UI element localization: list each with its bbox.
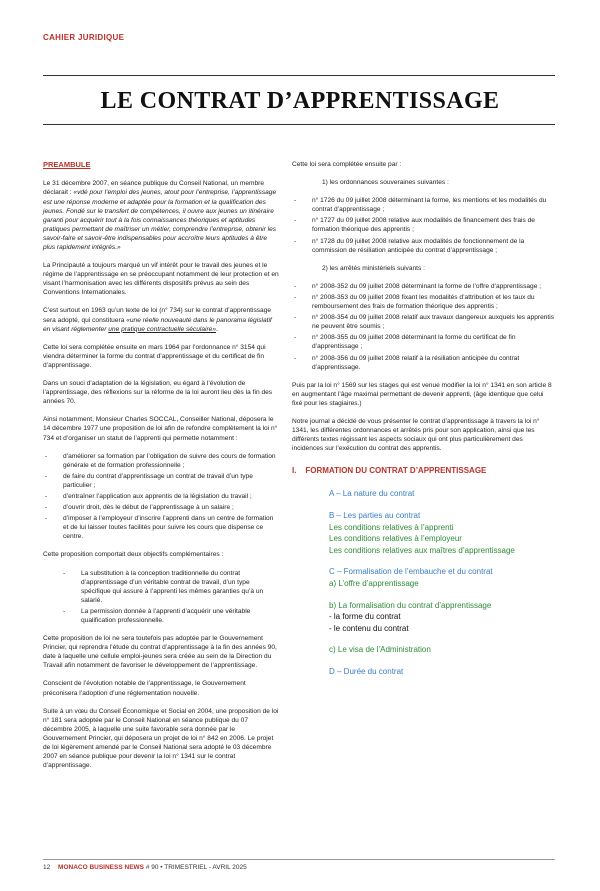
list-item: - n° 2008-356 du 09 juillet 2008 relatif à la résiliation anticipée du contrat d’apprentissage. xyxy=(292,354,554,372)
paragraph xyxy=(43,179,279,252)
toc-subitem: - la forme du contrat xyxy=(329,612,401,622)
footer-rule xyxy=(43,859,555,860)
paragraph: Notre journal a décidé de vous présenter le contrat d’apprentissage à travers la loi n° 1341, les différentes ordonnances et arrêtés pris pour son application, ainsi que les différents textes régissant les aspects sociaux qui ont plus particulièrement des incidences sur l’exécution du contrat des apprentis. xyxy=(292,417,540,453)
issue-info: # 90 • TRIMESTRIEL - AVRIL 2025 xyxy=(145,864,247,871)
toc-subitem: - le contenu du contrat xyxy=(329,623,409,633)
list-item: - n° 1726 du 09 juillet 2008 déterminant la forme, les mentions et les modalités du contrat d’apprentissage ; xyxy=(292,196,554,214)
text: C’est surtout en 1963 qu’un texte de loi (n° 734) sur le contrat d’apprentissage sera adopté, qui constituera xyxy=(43,307,272,324)
decrees-list xyxy=(292,282,554,372)
text: . xyxy=(216,325,218,333)
toc-group xyxy=(329,600,554,635)
right-column xyxy=(292,160,554,688)
list-item: - n° 2008-354 du 09 juillet 2008 relatif aux travaux dangereux auxquels les apprentis ne peuvent être soumis ; xyxy=(292,313,554,331)
subheading: 1) les ordonnances souveraines suivantes : xyxy=(322,179,449,187)
paragraph: Cette loi sera complétée ensuite par : xyxy=(292,161,402,168)
list-item: - La substitution à la conception traditionnelle du contrat d’apprentissage d’un véritable contrat de travail, d’un type spécifique qui assure à l’apprenti les mêmes garanties qu’à un salarié. xyxy=(43,569,279,605)
list-item: - n° 2008-355 du 09 juillet 2008 déterminant la forme du certificat de fin d’apprentissage ; xyxy=(292,333,554,351)
list-item: - d’imposer à l’employeur d’inscrire l’apprenti dans un centre de formation et de lui laisser toutes facilités pour suivre les cours que dispense ce centre. xyxy=(43,514,279,541)
paragraph: La Principauté a toujours marqué un vif intérêt pour le travail des jeunes et le régime de l’apprentissage en se préoccupant notamment de leur protection et en visant l’harmonisation avec les différents dispositifs prévus au sein des Conventions Internationales. xyxy=(43,262,279,297)
complementary-list xyxy=(43,569,279,626)
toc-subitem: Les conditions relatives à l’employeur xyxy=(329,534,462,544)
paragraph: Cette proposition comportait deux objectifs complémentaires : xyxy=(43,551,224,559)
section-title: FORMATION DU CONTRAT D’APPRENTISSAGE xyxy=(305,466,487,476)
toc-subitem: Les conditions relatives aux maîtres d’apprentissage xyxy=(329,545,515,555)
toc-subitem: c) Le visa de l’Administration xyxy=(329,645,431,655)
top-rule xyxy=(43,75,555,76)
paragraph xyxy=(43,306,279,333)
list-item: - n° 1728 du 09 juillet 2008 relative aux modalités de fonctionnement de la commission de résiliation anticipée du contrat d’apprentissage ; xyxy=(292,237,554,255)
paragraph: Conscient de l’évolution notable de l’apprentissage, le Gouvernement préconisera l’adoption d’une réglementation nouvelle. xyxy=(43,680,246,697)
paragraph: Cette proposition de loi ne sera toutefois pas adoptée par le Gouvernement Princier, qui reprendra l’étude du contrat d’apprentissage à la fin des années 90, date à laquelle une cellule emploi-jeunes sera créée au sein de la Direction du Travail afin notamment de favoriser le développement de l’apprentissage. xyxy=(43,635,277,670)
subheading: 2) les arrêtés ministériels suivants : xyxy=(322,264,425,272)
footer xyxy=(43,864,247,871)
preamble-heading: PREAMBULE xyxy=(43,160,91,169)
toc-subitem: b) La formalisation du contrat d’apprentissage xyxy=(329,600,492,610)
paragraph: Cette loi sera complétée ensuite en mars 1964 par l’ordonnance n° 3154 qui viendra déterminer la forme du contrat d’apprentissage et du certificat de fin d’apprentissage. xyxy=(43,343,266,369)
toc-group xyxy=(329,510,554,556)
objectives-list xyxy=(43,452,279,542)
list-item: - d’ouvrir droit, dès le début de l’apprentissage à un salaire ; xyxy=(43,503,279,512)
ordinances-list xyxy=(292,196,554,255)
list-item: - d’améliorer sa formation par l’obligation de suivre des cours de formation générale et de formation professionnelle ; xyxy=(43,452,279,470)
list-item: - n° 1727 du 09 juillet 2008 relative aux modalités de financement des frais de formation théorique des apprentis ; xyxy=(292,216,554,234)
page-title: LE CONTRAT D’APPRENTISSAGE xyxy=(100,88,500,114)
list-item: - de faire du contrat d’apprentissage un contrat de travail d’un type particulier ; xyxy=(43,472,279,490)
list-item: - n° 2008-353 du 09 juillet 2008 fixant les modalités d’attribution et les taux du remboursement des frais de formation théorique des apprentis ; xyxy=(292,293,554,311)
list-item: - n° 2008-352 du 09 juillet 2008 déterminant la forme de l’offre d’apprentissage ; xyxy=(292,282,554,291)
toc-subitem: a) L’offre d’apprentissage xyxy=(329,578,419,588)
table-of-contents xyxy=(292,488,554,677)
paragraph: Ainsi notamment, Monsieur Charles SOCCAL, Conseiller National, déposera le 14 décembre 1977 une proposition de loi afin de refondre complètement la loi n° 734 et d’organiser un statut de l’apprenti qui permette notamment : xyxy=(43,416,278,442)
left-column xyxy=(43,160,279,779)
text: Le 31 décembre 2007, en séance publique du Conseil National, un membre déclarait : xyxy=(43,180,265,197)
magazine-name: MONACO BUSINESS NEWS xyxy=(58,864,144,871)
toc-item: D – Durée du contrat xyxy=(329,666,404,676)
title-rule xyxy=(43,124,555,125)
toc-item: C – Formalisation de l’embauche et du contrat xyxy=(329,567,493,577)
quote-underlined: une pratique contractuelle séculaire» xyxy=(108,325,217,333)
toc-item: A – La nature du contrat xyxy=(329,489,415,499)
paragraph: Suite à un vœu du Conseil Économique et Social en 2004, une proposition de loi n° 181 sera adoptée par le Conseil National en séance publique du 07 décembre 2005, à laquelle une suite favorable sera donnée par le Gouvernement Princier, qui déposera un projet de loi n° 842 en 2006. Le projet de loi légèrement amendé par le Conseil National sera adopté le 03 décembre 2007 en séance publique pour devenir la loi n° 1341 sur le contrat d’apprentissage. xyxy=(43,707,279,770)
section-number: I. xyxy=(292,466,297,476)
quote: «une réelle nouveauté dans le panorama législatif en visant réglementer xyxy=(43,316,272,333)
page-number: 12 xyxy=(43,864,51,871)
quote: «vdé pour l’emploi des jeunes, atout pour l’entreprise, l’apprentissage est une réponse moderne et adaptée pour la formation et la qualification des jeunes. Fondé sur le transfert de compétences, il ouvre aux jeunes un itinéraire garanti pour acquérir tout à la fois connaissances théoriques et aptitudes pratiques permettant de maîtriser un métier, comprendre l’entreprise, obtenir les savoir-faire et savoir-être indispensables pour accroître leurs aptitudes à être plus rapidement intégrés.» xyxy=(43,189,277,251)
toc-item: B – Les parties au contrat xyxy=(329,510,421,520)
toc-subitem: Les conditions relatives à l’apprenti xyxy=(329,522,454,532)
paragraph: Puis par la loi n° 1569 sur les stages qui est venue modifier la loi n° 1341 en son article 8 en augmentant l’âge maximal permettant de devenir apprenti, (âge identique que celui fixé pour les stagiaires.) xyxy=(292,381,552,407)
paragraph: Dans un souci d’adaptation de la législation, eu égard à l’évolution de l’apprentissage, des réflexions sur la réforme de la loi auront lieu dès la fin des années 70. xyxy=(43,380,273,406)
list-item: - d’entraîner l’application aux apprentis de la législation du travail ; xyxy=(43,492,279,501)
toc-group xyxy=(329,566,554,589)
section-header: CAHIER JURIDIQUE xyxy=(43,33,125,42)
list-item: - La permission donnée à l’apprenti d’acquérir une véritable qualification professionnelle. xyxy=(43,607,279,625)
section-heading xyxy=(292,465,554,476)
